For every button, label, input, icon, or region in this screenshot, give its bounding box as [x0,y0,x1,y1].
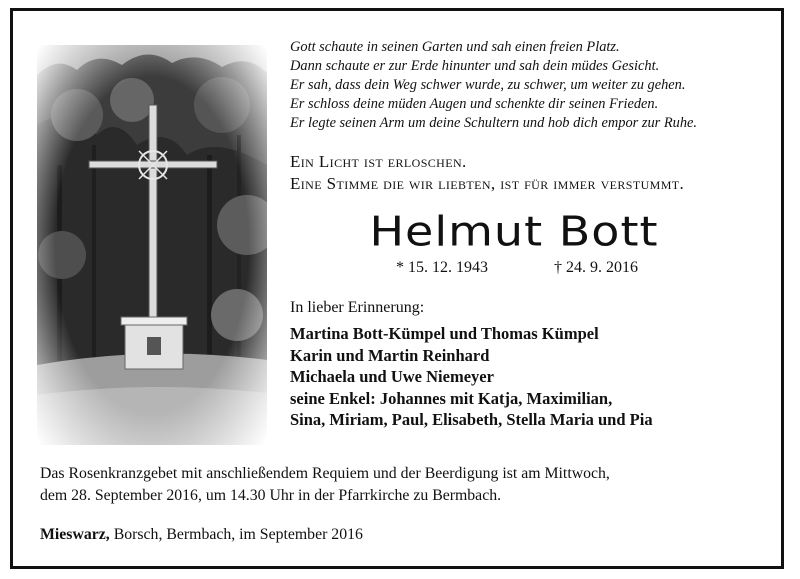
obituary-frame [10,8,784,569]
place-rest: Borsch, Bermbach, im September 2016 [109,526,363,543]
poem-line: Gott schaute in seinen Garten und sah einen freien Platz. [290,39,620,55]
mourner-line: seine Enkel: Johannes mit Katja, Maximilian, [290,388,613,408]
poem-line: Dann schaute er zur Erde hinunter und sah dein müdes Gesicht. [290,58,660,74]
headline-line: Ein Licht ist erloschen. [290,152,467,171]
place-name: Mieswarz, [40,526,110,543]
mourner-line: Sina, Miriam, Paul, Elisabeth, Stella Maria und Pia [290,410,653,429]
cross-photo [37,45,267,445]
headline [290,151,684,195]
poem [290,38,770,133]
death-date: † 24. 9. 2016 [554,259,638,276]
funeral-line: Das Rosenkranzgebet mit anschließendem Requiem und der Beerdigung ist am Mittwoch, [40,465,610,482]
place-date [40,526,363,544]
funeral-line: dem 28. September 2016, um 14.30 Uhr in der Pfarrkirche zu Bermbach. [40,487,502,504]
mourner-line: Martina Bott-Kümpel und Thomas Kümpel [290,324,599,343]
mourner-line: Karin und Martin Reinhard [290,345,490,365]
birth-date: * 15. 12. 1943 [396,259,488,276]
funeral-notice [40,463,760,507]
poem-line: Er schloss deine müden Augen und schenkte dir seinen Frieden. [290,96,659,112]
poem-line: Er sah, dass dein Weg schwer wurde, zu schwer, um weiter zu gehen. [290,77,686,93]
headline-line: Eine Stimme die wir liebten, ist für immer verstummt. [290,174,685,193]
memory-label: In lieber Erinnerung: [290,299,425,316]
deceased-name: Helmut Bott [369,206,659,256]
mourner-line: Michaela und Uwe Niemeyer [290,367,494,386]
mourners-list [290,323,653,431]
poem-line: Er legte seinen Arm um deine Schultern und hob dich empor zur Ruhe. [290,115,697,131]
